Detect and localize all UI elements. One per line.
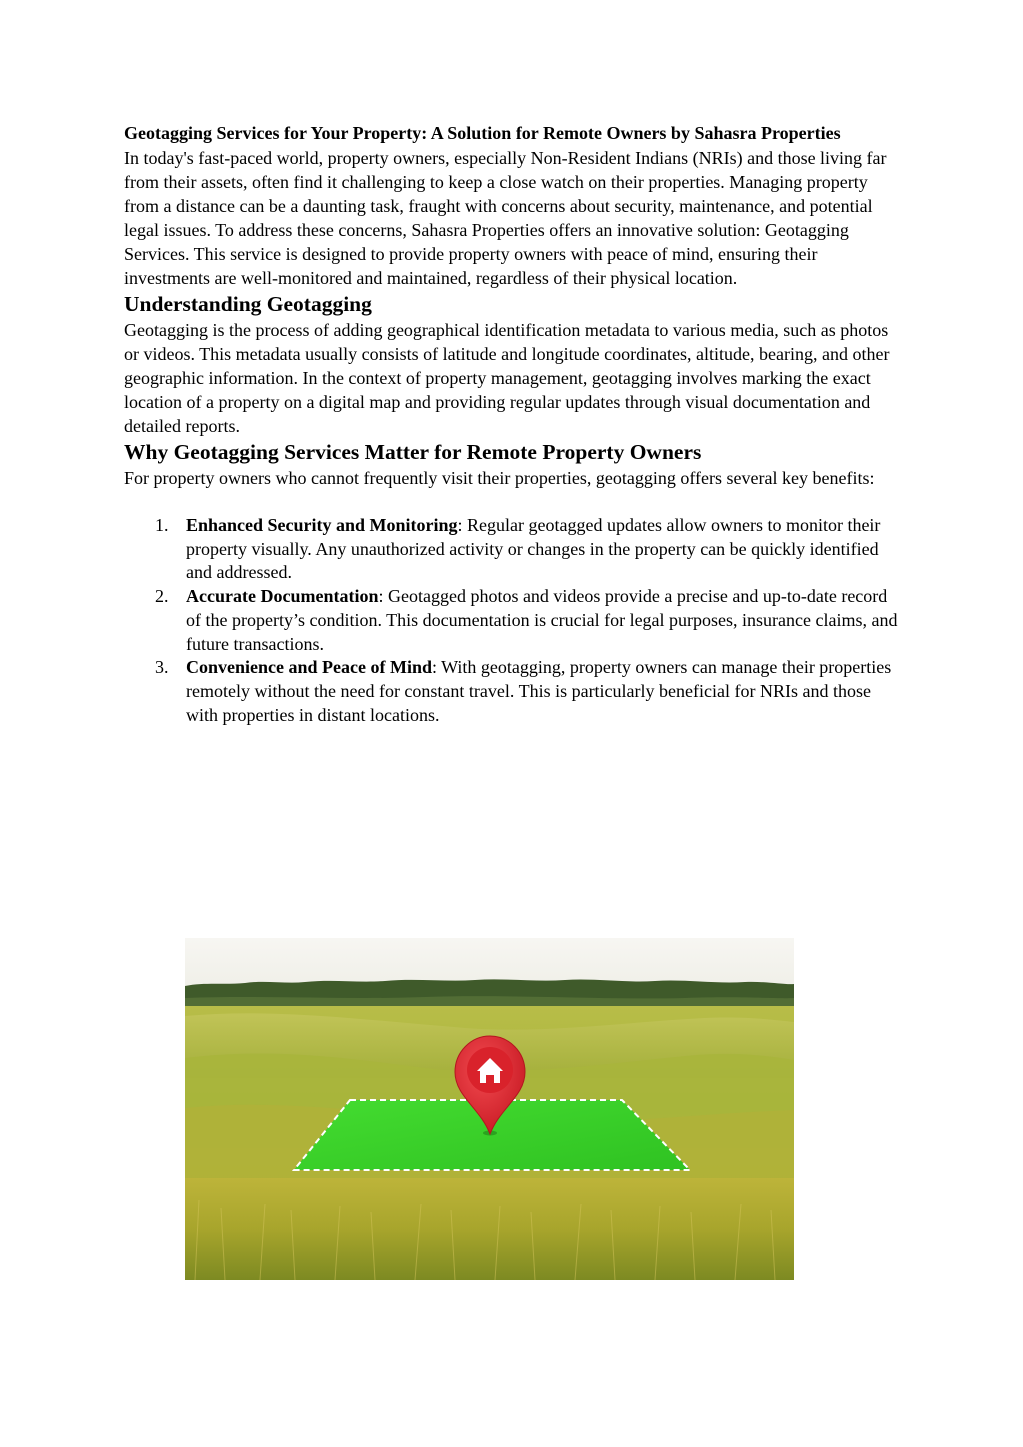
benefit-text: : Regular geotagged updates allow owners to monitor their property visually. Any unauthorized activity or changes in the property can be quickly identified and addressed.	[186, 515, 881, 583]
document-title: Geotagging Services for Your Property: A Solution for Remote Owners by Sahasra Properties	[124, 123, 841, 143]
why-paragraph: For property owners who cannot frequently visit their properties, geotagging offers several key benefits:	[124, 468, 875, 488]
heading-understanding-geotagging: Understanding Geotagging	[124, 292, 372, 316]
wheat-foreground	[185, 1178, 794, 1280]
list-number: 3.	[155, 657, 169, 678]
list-item	[124, 585, 904, 656]
geotagged-field-illustration	[185, 938, 794, 1280]
benefit-text: : Geotagged photos and videos provide a precise and up-to-date record of the property’s condition. This documentation is crucial for legal purposes, insurance claims, and future transactions.	[186, 586, 898, 654]
list-item	[124, 656, 904, 727]
benefit-text: : With geotagging, property owners can manage their properties remotely without the need for constant travel. This is particularly beneficial for NRIs and those with properties in distant locations.	[186, 657, 892, 725]
benefit-title: Enhanced Security and Monitoring	[186, 515, 458, 535]
document-body	[124, 121, 904, 727]
list-number: 2.	[155, 586, 169, 607]
intro-paragraph: In today's fast-paced world, property owners, especially Non-Resident Indians (NRIs) and those living far from their assets, often find it challenging to keep a close watch on their properties. Managing property from a distance can be a daunting task, fraught with concerns about security, maintenance, and potential legal issues. To address these concerns, Sahasra Properties offers an innovative solution: Geotagging Services. This service is designed to provide property owners with peace of mind, ensuring their investments are well-monitored and maintained, regardless of their physical location.	[124, 148, 887, 288]
heading-why-geotagging: Why Geotagging Services Matter for Remote Property Owners	[124, 440, 702, 464]
benefit-title: Accurate Documentation	[186, 586, 379, 607]
list-number: 1.	[155, 515, 169, 535]
list-item	[124, 514, 904, 585]
benefit-title: Convenience and Peace of Mind	[186, 657, 432, 678]
benefits-list	[124, 514, 904, 727]
understanding-paragraph: Geotagging is the process of adding geographical identification metadata to various media, such as photos or videos. This metadata usually consists of latitude and longitude coordinates, altitude, bearing, and other geographic information. In the context of property management, geotagging involves marking the exact location of a property on a digital map and providing regular updates through visual documentation and detailed reports.	[124, 320, 890, 436]
